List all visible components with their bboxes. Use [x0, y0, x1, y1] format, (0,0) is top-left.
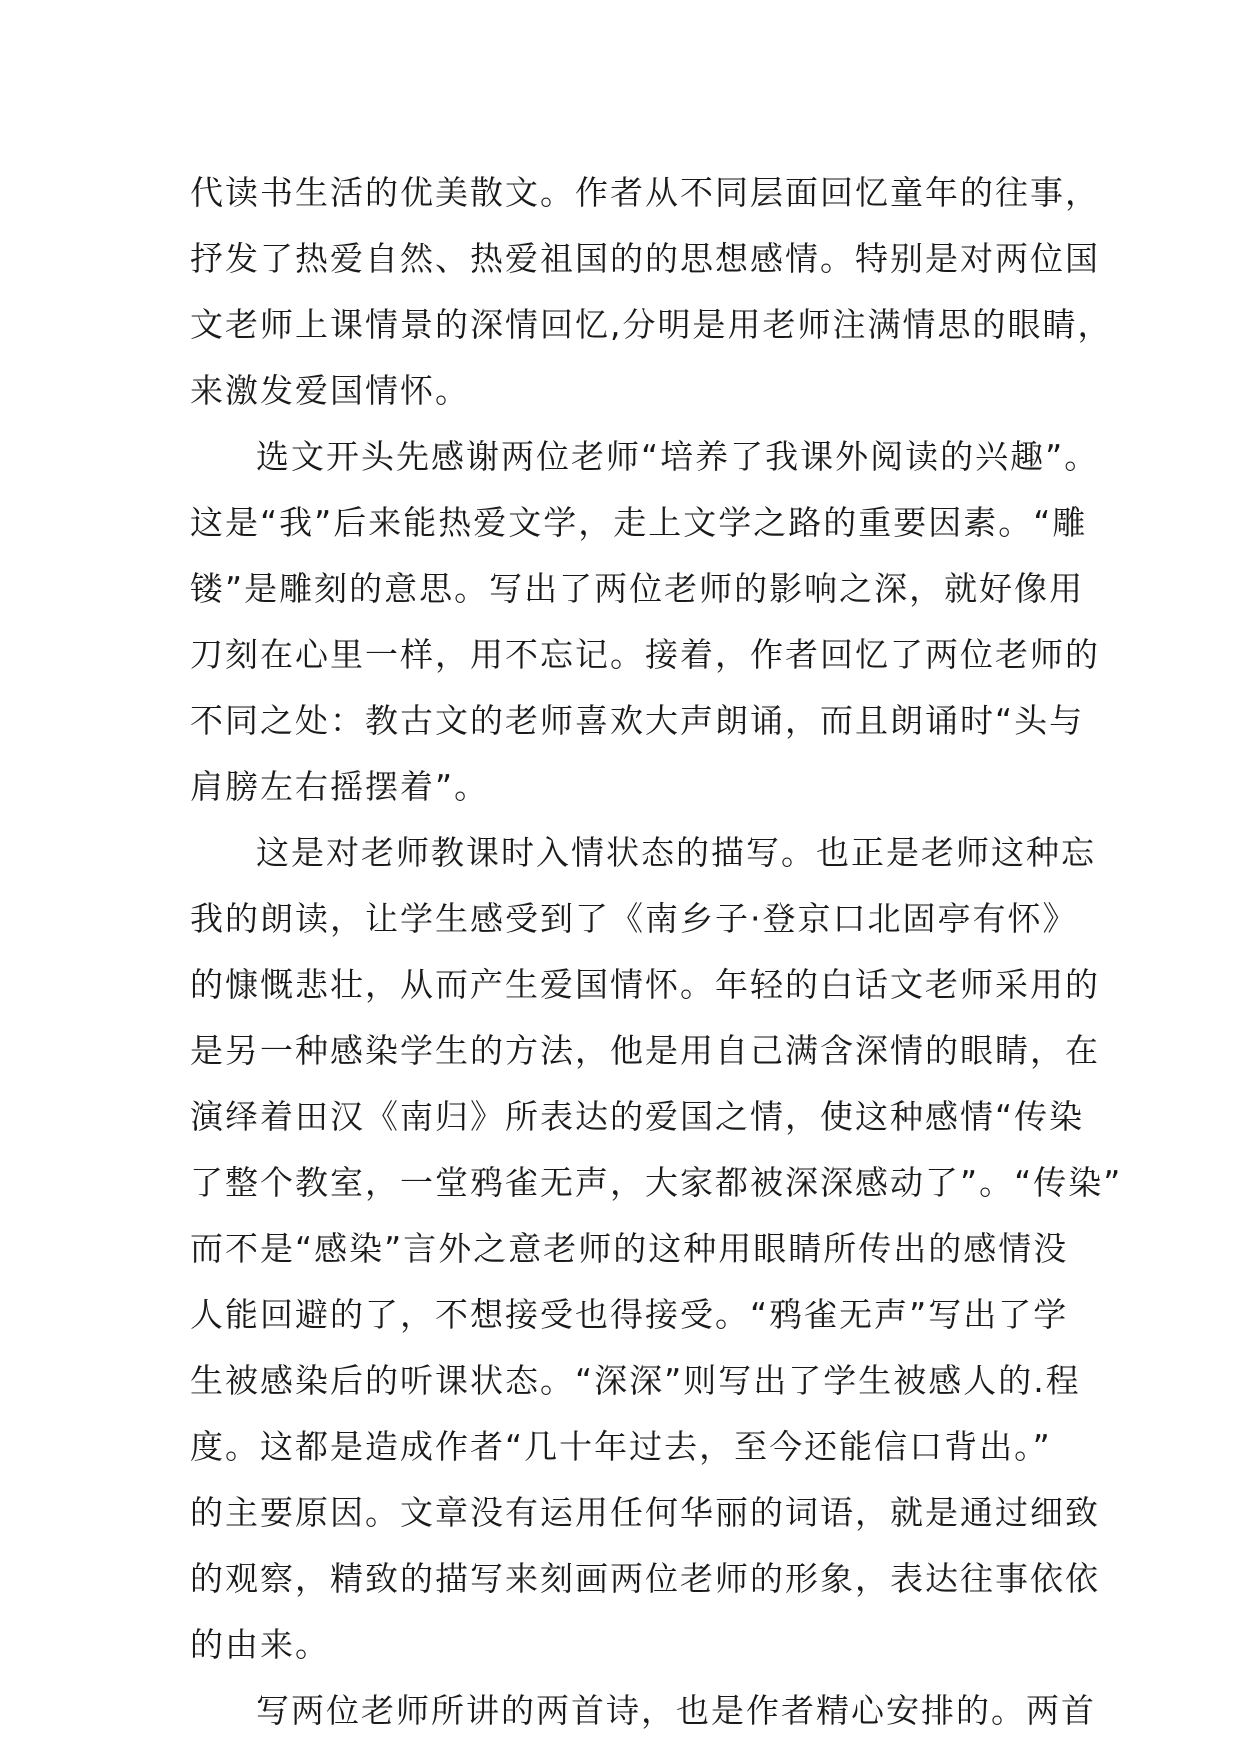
text-line: 的主要原因。文章没有运用任何华丽的词语，就是通过细致: [190, 1493, 1100, 1532]
text-line: 选文开头先感谢两位老师“培养了我课外阅读的兴趣”。: [256, 437, 1100, 476]
text-line: 文老师上课情景的深情回忆,分明是用老师注满情思的眼睛，: [190, 305, 1113, 344]
text-line: 镂”是雕刻的意思。写出了两位老师的影响之深，就好像用: [190, 569, 1085, 608]
text-line: 的观察，精致的描写来刻画两位老师的形象，表达往事依依: [190, 1559, 1100, 1598]
text-line: 肩膀左右摇摆着”。: [190, 767, 490, 806]
paragraph-1: [190, 160, 1113, 424]
text-line: 代读书生活的优美散文。作者从不同层面回忆童年的往事，: [190, 173, 1100, 212]
text-line: 不同之处：教古文的老师喜欢大声朗诵，而且朗诵时“头与: [190, 701, 1085, 740]
paragraph-4: [190, 1678, 1096, 1744]
text-line: 刀刻在心里一样，用不忘记。接着，作者回忆了两位老师的: [190, 635, 1100, 674]
document-body: [190, 160, 1123, 1744]
text-line: 的慷慨悲壮，从而产生爱国情怀。年轻的白话文老师采用的: [190, 965, 1100, 1004]
text-line: 这是对老师教课时入情状态的描写。也正是老师这种忘: [256, 833, 1096, 872]
text-line: 度。这都是造成作者“几十年过去，至今还能信口背出。”: [190, 1427, 1052, 1466]
text-line: 抒发了热爱自然、热爱祖国的的思想感情。特别是对两位国: [190, 239, 1100, 278]
text-line: 而不是“感染”言外之意老师的这种用眼睛所传出的感情没: [190, 1229, 1069, 1268]
text-line: 了整个教室，一堂鸦雀无声，大家都被深深感动了”。“传染”: [190, 1163, 1123, 1202]
text-line: 人能回避的了，不想接受也得接受。“鸦雀无声”写出了学: [190, 1295, 1069, 1334]
text-line: 来激发爱国情怀。: [190, 371, 470, 410]
text-line: 写两位老师所讲的两首诗，也是作者精心安排的。两首: [256, 1691, 1096, 1730]
text-line: 这是“我”后来能热爱文学，走上文学之路的重要因素。“雕: [190, 503, 1088, 542]
text-line: 我的朗读，让学生感受到了《南乡子·登京口北固亭有怀》: [190, 899, 1078, 938]
text-line: 生被感染后的听课状态。“深深”则写出了学生被感人的.程: [190, 1361, 1081, 1400]
paragraph-2: [190, 424, 1100, 820]
text-line: 的由来。: [190, 1625, 330, 1664]
text-line: 是另一种感染学生的方法，他是用自己满含深情的眼睛，在: [190, 1031, 1100, 1070]
paragraph-3: [190, 820, 1123, 1678]
text-line: 演绎着田汉《南归》所表达的爱国之情，使这种感情“传染: [190, 1097, 1085, 1136]
